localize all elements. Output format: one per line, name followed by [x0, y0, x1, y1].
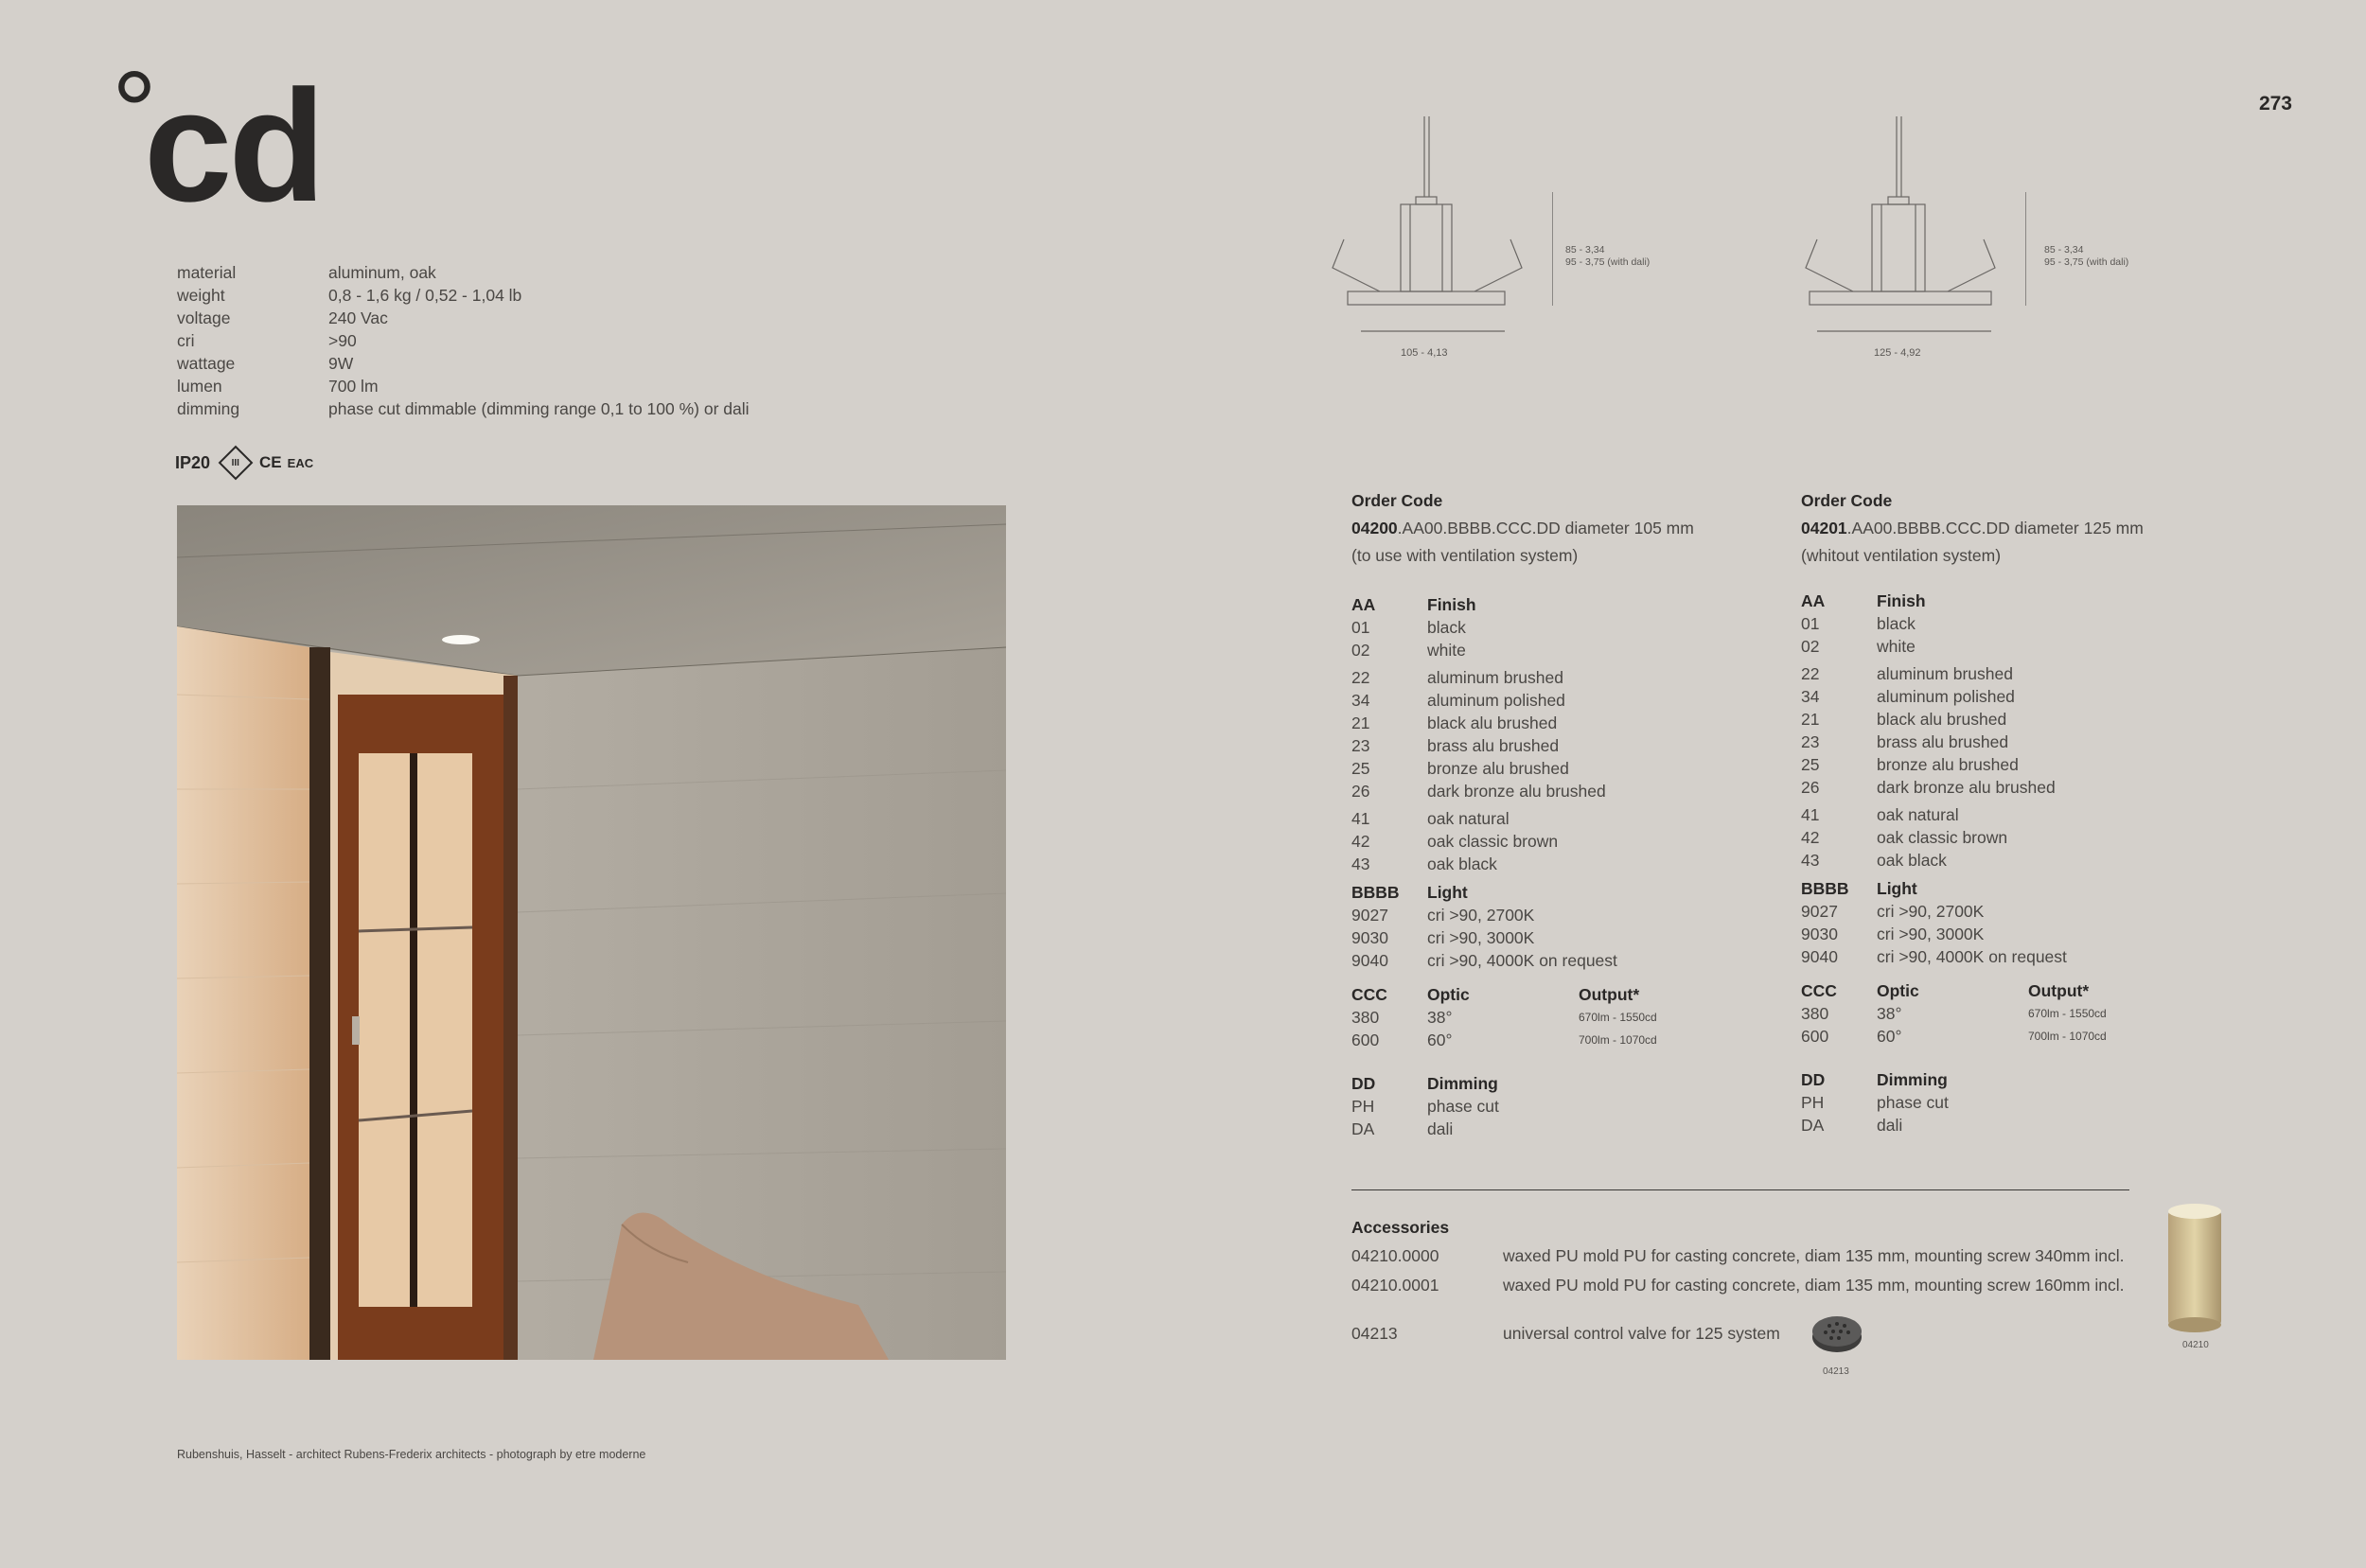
- dimming-name: phase cut: [1877, 1093, 1949, 1112]
- light-row: [1801, 923, 2107, 945]
- spec-value: 9W: [328, 354, 354, 373]
- finish-code: 23: [1801, 732, 1820, 751]
- spacer: [1351, 1051, 1657, 1072]
- finish-header: [1801, 590, 2107, 612]
- certification-row: [175, 450, 313, 475]
- photo-caption: Rubenshuis, Hasselt - architect Rubens-Frederix architects - photograph by etre moderne: [177, 1448, 646, 1461]
- light-code: 9030: [1801, 925, 1838, 943]
- spec-row: [177, 352, 750, 375]
- finish-code: 25: [1351, 759, 1370, 778]
- spec-row: [177, 375, 750, 397]
- order-code-value: [1801, 515, 2144, 542]
- finish-code: 01: [1351, 618, 1370, 637]
- light-row: [1801, 945, 2107, 968]
- accessory-row: [1351, 1242, 2125, 1271]
- dimming-code: DA: [1801, 1116, 1825, 1135]
- finish-row: [1351, 639, 1657, 661]
- order-code-title: Order Code: [1801, 491, 1893, 510]
- optic-row: [1351, 1006, 1657, 1029]
- light-row: [1351, 949, 1657, 972]
- finish-row: [1801, 776, 2107, 799]
- order-code-note: (whitout ventilation system): [1801, 546, 2002, 565]
- finish-code: 41: [1801, 805, 1820, 824]
- height-label-105-dali: 95 - 3,75 (with dali): [1565, 256, 1651, 268]
- height-dimension-line: [1552, 192, 1553, 306]
- order-code-suffix: .AA00.BBBB.CCC.DD diameter 125 mm: [1846, 519, 2144, 537]
- col-header-name: Dimming: [1877, 1070, 1948, 1089]
- optic-header: [1351, 983, 1657, 1006]
- finish-name: brass alu brushed: [1427, 736, 1560, 755]
- control-valve-image: [1810, 1313, 1863, 1359]
- finish-row: [1351, 734, 1657, 757]
- finish-name: oak natural: [1877, 805, 1959, 824]
- interior-photo-illustration: [177, 505, 1006, 1360]
- optic-angle: 60°: [1427, 1031, 1453, 1049]
- finish-code: 23: [1351, 736, 1370, 755]
- options-table-105: [1351, 593, 1657, 1140]
- col-header-code: AA: [1351, 595, 1376, 614]
- col-header-code: CCC: [1351, 985, 1387, 1004]
- spec-value: >90: [328, 331, 357, 350]
- width-label-105: 105 - 4,13: [1401, 347, 1448, 359]
- finish-code: 34: [1351, 691, 1370, 710]
- optic-code: 600: [1351, 1031, 1380, 1049]
- finish-row: [1801, 635, 2107, 658]
- spec-row: [177, 329, 750, 352]
- finish-name: aluminum polished: [1877, 687, 2015, 706]
- height-dimension-line-125: [2025, 192, 2026, 306]
- finish-row: [1351, 689, 1657, 712]
- width-label-125: 125 - 4,92: [1874, 347, 1921, 359]
- spacer: [1801, 968, 2107, 979]
- finish-name: oak natural: [1427, 809, 1510, 828]
- order-code-suffix: .AA00.BBBB.CCC.DD diameter 105 mm: [1397, 519, 1694, 537]
- spec-label: weight: [177, 286, 225, 305]
- dimming-header: [1351, 1072, 1657, 1095]
- col-header-code: AA: [1801, 591, 1826, 610]
- finish-name: oak classic brown: [1877, 828, 2008, 847]
- spec-row: [177, 261, 750, 284]
- dimming-name: dali: [1877, 1116, 1903, 1135]
- pu-mold-image: [2165, 1202, 2224, 1339]
- finish-code: 02: [1351, 641, 1370, 660]
- col-header-name: Finish: [1877, 591, 1926, 610]
- finish-code: 22: [1801, 664, 1820, 683]
- col-header-output: Output*: [2028, 981, 2090, 1000]
- dimming-row: [1351, 1095, 1657, 1118]
- technical-drawing-125: [1796, 112, 2023, 377]
- finish-row: [1351, 712, 1657, 734]
- control-valve-label: 04213: [1823, 1366, 1849, 1377]
- order-code-title: Order Code: [1351, 491, 1443, 510]
- finish-row: [1801, 662, 2107, 685]
- light-code: 9030: [1351, 928, 1388, 947]
- order-code-prefix: 04201: [1801, 519, 1847, 537]
- light-header: [1351, 881, 1657, 904]
- spec-label: voltage: [177, 308, 231, 327]
- accessories-title: Accessories: [1351, 1218, 1450, 1237]
- optic-angle: 60°: [1877, 1027, 1902, 1046]
- accessory-code: 04210.0000: [1351, 1246, 1439, 1265]
- pu-mold-label: 04210: [2182, 1340, 2209, 1350]
- height-label-125-std: 85 - 3,34: [2044, 244, 2084, 255]
- finish-row: [1351, 853, 1657, 875]
- finish-name: aluminum polished: [1427, 691, 1565, 710]
- spec-row: [177, 307, 750, 329]
- optic-angle: 38°: [1877, 1004, 1902, 1023]
- spec-value: aluminum, oak: [328, 263, 436, 282]
- dimming-row: [1351, 1118, 1657, 1140]
- finish-name: dark bronze alu brushed: [1877, 778, 2056, 797]
- col-header-name: Finish: [1427, 595, 1476, 614]
- finish-name: oak black: [1877, 851, 1947, 870]
- dimming-name: dali: [1427, 1119, 1454, 1138]
- finish-code: 02: [1801, 637, 1820, 656]
- light-code: 9027: [1351, 906, 1388, 925]
- dimming-code: PH: [1351, 1097, 1375, 1116]
- finish-row: [1351, 780, 1657, 802]
- light-name: cri >90, 2700K: [1427, 906, 1535, 925]
- optic-code: 380: [1351, 1008, 1380, 1027]
- order-code-block-125: [1801, 487, 2144, 570]
- col-header-code: DD: [1801, 1070, 1826, 1089]
- spacer: [1351, 972, 1657, 983]
- optic-angle: 38°: [1427, 1008, 1453, 1027]
- page-number: 273: [2258, 93, 2292, 115]
- spec-row: [177, 284, 750, 307]
- col-header-code: BBBB: [1351, 883, 1400, 902]
- accessory-row: [1351, 1271, 2125, 1300]
- height-label-125: [2044, 244, 2128, 269]
- light-name: cri >90, 3000K: [1877, 925, 1985, 943]
- order-code-prefix: 04200: [1351, 519, 1398, 537]
- spec-value: phase cut dimmable (dimming range 0,1 to 100 %) or dali: [328, 399, 750, 418]
- finish-code: 01: [1801, 614, 1820, 633]
- spec-value: 240 Vac: [328, 308, 388, 327]
- optic-row: [1801, 1002, 2107, 1025]
- finish-name: oak black: [1427, 854, 1497, 873]
- light-code: 9040: [1351, 951, 1388, 970]
- finish-name: aluminum brushed: [1427, 668, 1563, 687]
- finish-code: 25: [1801, 755, 1820, 774]
- spec-label: cri: [177, 331, 195, 350]
- finish-name: bronze alu brushed: [1877, 755, 2019, 774]
- finish-code: 21: [1351, 714, 1370, 732]
- accessory-description: waxed PU mold PU for casting concrete, diam 135 mm, mounting screw 340mm incl.: [1503, 1246, 2125, 1265]
- col-header-name: Light: [1427, 883, 1468, 902]
- finish-code: 26: [1351, 782, 1370, 801]
- optic-output: 700lm - 1070cd: [2028, 1030, 2107, 1043]
- height-label-105: [1565, 244, 1650, 269]
- light-code: 9040: [1801, 947, 1838, 966]
- dimming-name: phase cut: [1427, 1097, 1499, 1116]
- accessory-description: universal control valve for 125 system: [1503, 1324, 1780, 1343]
- control-valve-illustration: [1810, 1313, 1863, 1354]
- finish-code: 21: [1801, 710, 1820, 729]
- class-iii-label: III: [231, 457, 240, 468]
- finish-row: [1351, 616, 1657, 639]
- light-name: cri >90, 2700K: [1877, 902, 1985, 921]
- height-label-125-dali: 95 - 3,75 (with dali): [2044, 256, 2129, 268]
- finish-row: [1801, 849, 2107, 872]
- optic-header: [1801, 979, 2107, 1002]
- finish-row: [1351, 757, 1657, 780]
- interior-photo: [177, 505, 1006, 1360]
- finish-header: [1351, 593, 1657, 616]
- accessory-code: 04210.0001: [1351, 1276, 1439, 1295]
- finish-name: black alu brushed: [1877, 710, 2007, 729]
- ce-mark: CE: [259, 453, 282, 471]
- light-header: [1801, 877, 2107, 900]
- height-label-105-std: 85 - 3,34: [1565, 244, 1605, 255]
- dimming-code: DA: [1351, 1119, 1375, 1138]
- accessories-divider: [1351, 1189, 2129, 1190]
- finish-name: aluminum brushed: [1877, 664, 2013, 683]
- finish-code: 26: [1801, 778, 1820, 797]
- finish-row: [1351, 807, 1657, 830]
- optic-output: 670lm - 1550cd: [2028, 1007, 2107, 1020]
- finish-name: black alu brushed: [1427, 714, 1558, 732]
- spec-value: 0,8 - 1,6 kg / 0,52 - 1,04 lb: [328, 286, 522, 305]
- logo-degree-mark: °: [112, 48, 153, 175]
- finish-row: [1351, 830, 1657, 853]
- lamp-drawing-125-svg: [1796, 112, 2023, 377]
- dimming-code: PH: [1801, 1093, 1825, 1112]
- light-name: cri >90, 3000K: [1427, 928, 1535, 947]
- finish-row: [1801, 731, 2107, 753]
- dimming-row: [1801, 1114, 2107, 1136]
- finish-row: [1801, 803, 2107, 826]
- lamp-drawing-105-svg: [1323, 112, 1550, 377]
- accessories-section: [1351, 1213, 2125, 1348]
- ip-rating: IP20: [175, 452, 211, 472]
- finish-name: brass alu brushed: [1877, 732, 2009, 751]
- light-row: [1351, 904, 1657, 926]
- col-header-name: Dimming: [1427, 1074, 1498, 1093]
- finish-name: white: [1877, 637, 1916, 656]
- logo-text: cd: [144, 57, 323, 235]
- optic-output: 670lm - 1550cd: [1579, 1011, 1657, 1024]
- accessory-code: 04213: [1351, 1324, 1398, 1343]
- spec-table: [177, 261, 750, 420]
- finish-name: bronze alu brushed: [1427, 759, 1569, 778]
- finish-name: white: [1427, 641, 1466, 660]
- finish-row: [1351, 666, 1657, 689]
- spec-label: material: [177, 263, 237, 282]
- accessory-row: [1351, 1319, 2125, 1348]
- dimming-row: [1801, 1091, 2107, 1114]
- spacer: [1801, 1048, 2107, 1068]
- col-header-code: BBBB: [1801, 879, 1849, 898]
- finish-code: 42: [1801, 828, 1820, 847]
- finish-row: [1801, 708, 2107, 731]
- optic-row: [1801, 1025, 2107, 1048]
- class-iii-icon: [219, 446, 254, 481]
- finish-row: [1801, 612, 2107, 635]
- col-header-code: DD: [1351, 1074, 1376, 1093]
- finish-code: 43: [1801, 851, 1820, 870]
- light-name: cri >90, 4000K on request: [1877, 947, 2067, 966]
- finish-code: 41: [1351, 809, 1370, 828]
- col-header-name: Optic: [1877, 981, 1919, 1000]
- optic-code: 600: [1801, 1027, 1829, 1046]
- finish-code: 34: [1801, 687, 1820, 706]
- spec-row: [177, 397, 750, 420]
- finish-code: 43: [1351, 854, 1370, 873]
- finish-name: black: [1877, 614, 1916, 633]
- eac-mark: EAC: [287, 455, 314, 470]
- dimming-header: [1801, 1068, 2107, 1091]
- spec-value: 700 lm: [328, 377, 379, 396]
- finish-row: [1801, 753, 2107, 776]
- spec-label: lumen: [177, 377, 222, 396]
- light-row: [1351, 926, 1657, 949]
- finish-name: oak classic brown: [1427, 832, 1559, 851]
- col-header-output: Output*: [1579, 985, 1640, 1004]
- optic-code: 380: [1801, 1004, 1829, 1023]
- technical-drawing-105: [1323, 112, 1550, 377]
- finish-row: [1801, 826, 2107, 849]
- optic-row: [1351, 1029, 1657, 1051]
- options-table-125: [1801, 590, 2107, 1136]
- finish-name: dark bronze alu brushed: [1427, 782, 1606, 801]
- light-row: [1801, 900, 2107, 923]
- order-code-block-105: [1351, 487, 1694, 570]
- light-code: 9027: [1801, 902, 1838, 921]
- col-header-code: CCC: [1801, 981, 1837, 1000]
- brand-logo: [112, 48, 323, 235]
- finish-code: 42: [1351, 832, 1370, 851]
- col-header-name: Optic: [1427, 985, 1470, 1004]
- optic-output: 700lm - 1070cd: [1579, 1033, 1657, 1047]
- finish-row: [1801, 685, 2107, 708]
- pu-mold-illustration: [2165, 1202, 2224, 1334]
- order-code-note: (to use with ventilation system): [1351, 546, 1579, 565]
- col-header-name: Light: [1877, 879, 1917, 898]
- accessory-description: waxed PU mold PU for casting concrete, diam 135 mm, mounting screw 160mm incl.: [1503, 1276, 2125, 1295]
- spec-label: wattage: [177, 354, 236, 373]
- finish-code: 22: [1351, 668, 1370, 687]
- finish-name: black: [1427, 618, 1466, 637]
- spec-label: dimming: [177, 399, 240, 418]
- light-name: cri >90, 4000K on request: [1427, 951, 1617, 970]
- order-code-value: [1351, 515, 1694, 542]
